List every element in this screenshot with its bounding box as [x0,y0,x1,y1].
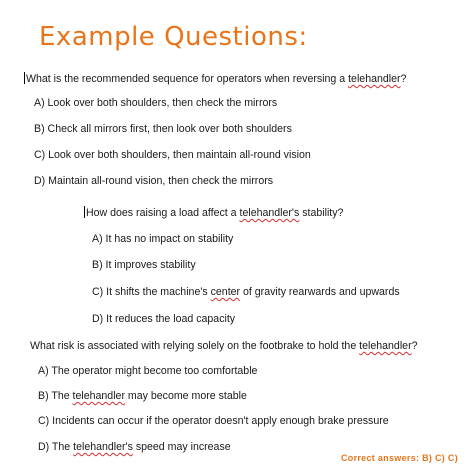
misspelled-word: telehandler [348,73,401,85]
misspelled-word: telehandler [72,390,125,402]
text-cursor [24,72,25,84]
question-1: What is the recommended sequence for operators when reversing a telehandler? [26,73,407,85]
q3-option-b: B) The telehandler may become more stable [38,390,247,402]
page-title: Example Questions: [39,22,308,52]
question-2: How does raising a load affect a telehandler's stability? [86,207,344,219]
correct-answers: Correct answers: B) C) C) [340,453,458,463]
q1-option-a: A) Look over both shoulders, then check the mirrors [34,97,278,109]
misspelled-word: center [210,286,241,298]
q2-option-c: C) It shifts the machine's center of gravity rearwards and upwards [92,286,400,298]
q1-option-d: D) Maintain all-round vision, then check the mirrors [34,175,274,187]
q3-option-d: D) The telehandler's speed may increase [38,441,231,453]
q3-option-c: C) Incidents can occur if the operator doesn't apply enough brake pressure [38,415,389,427]
q1-option-c: C) Look over both shoulders, then maintain all-round vision [34,149,311,161]
q2-option-a: A) It has no impact on stability [92,233,234,245]
misspelled-word: telehandler's [73,441,133,453]
q3-option-a: A) The operator might become too comfortable [38,365,258,377]
text-cursor [84,206,85,218]
misspelled-word: telehandler [359,340,412,352]
q1-option-b: B) Check all mirrors first, then look over both shoulders [34,123,292,135]
question-3: What risk is associated with relying solely on the footbrake to hold the telehandler? [30,340,418,352]
q2-option-d: D) It reduces the load capacity [92,313,236,325]
misspelled-word: telehandler's [239,207,300,219]
q2-option-b: B) It improves stability [92,259,196,271]
